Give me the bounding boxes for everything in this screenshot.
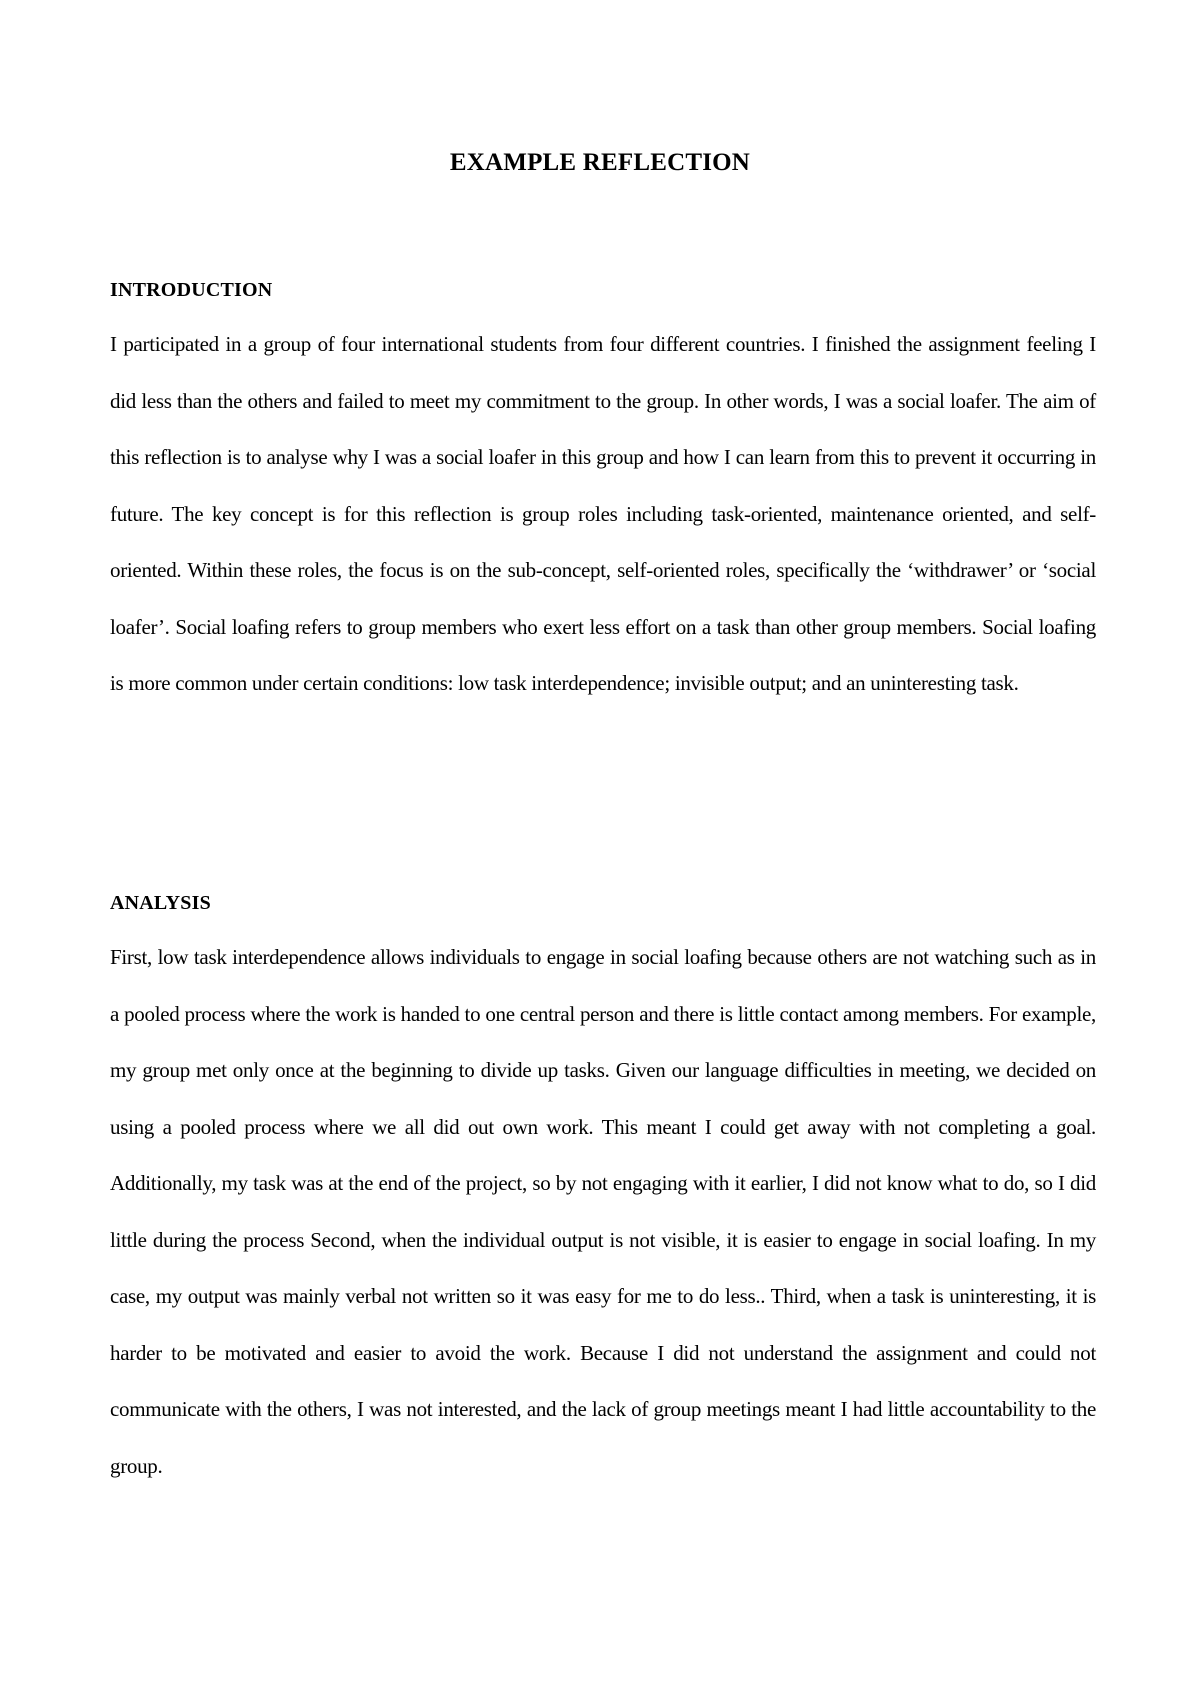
introduction-heading: INTRODUCTION [110, 279, 273, 301]
analysis-section [110, 888, 1096, 1494]
introduction-section [110, 275, 1096, 712]
introduction-paragraph: I participated in a group of four international students from four different countries. I finished the assignment feeling I did less than the others and failed to meet my commitment to the group. In other words, I was a social loafer. The aim of this reflection is to analyse why I was a social loafer in this group and how I can learn from this to prevent it occurring in future. The key concept is for this reflection is group roles including task-oriented, maintenance oriented, and self-oriented. Within these roles, the focus is on the sub-concept, self-oriented roles, specifically the ‘withdrawer’ or ‘social loafer’. Social loafing refers to group members who exert less effort on a task than other group members. Social loafing is more common under certain conditions: low task interdependence; invisible output; and an uninteresting task. [110, 332, 1096, 695]
analysis-heading: ANALYSIS [110, 892, 211, 914]
analysis-paragraph: First, low task interdependence allows individuals to engage in social loafing because others are not watching such as in a pooled process where the work is handed to one central person and there is little contact among members. For example, my group met only once at the beginning to divide up tasks. Given our language difficulties in meeting, we decided on using a pooled process where we all did out own work. This meant I could get away with not completing a goal. Additionally, my task was at the end of the project, so by not engaging with it earlier, I did not know what to do, so I did little during the process Second, when the individual output is not visible, it is easier to engage in social loafing. In my case, my output was mainly verbal not written so it was easy for me to do less.. Third, when a task is uninteresting, it is harder to be motivated and easier to avoid the work. Because I did not understand the assignment and could not communicate with the others, I was not interested, and the lack of group meetings meant I had little accountability to the group. [110, 945, 1096, 1478]
document-title: EXAMPLE REFLECTION [449, 149, 751, 176]
